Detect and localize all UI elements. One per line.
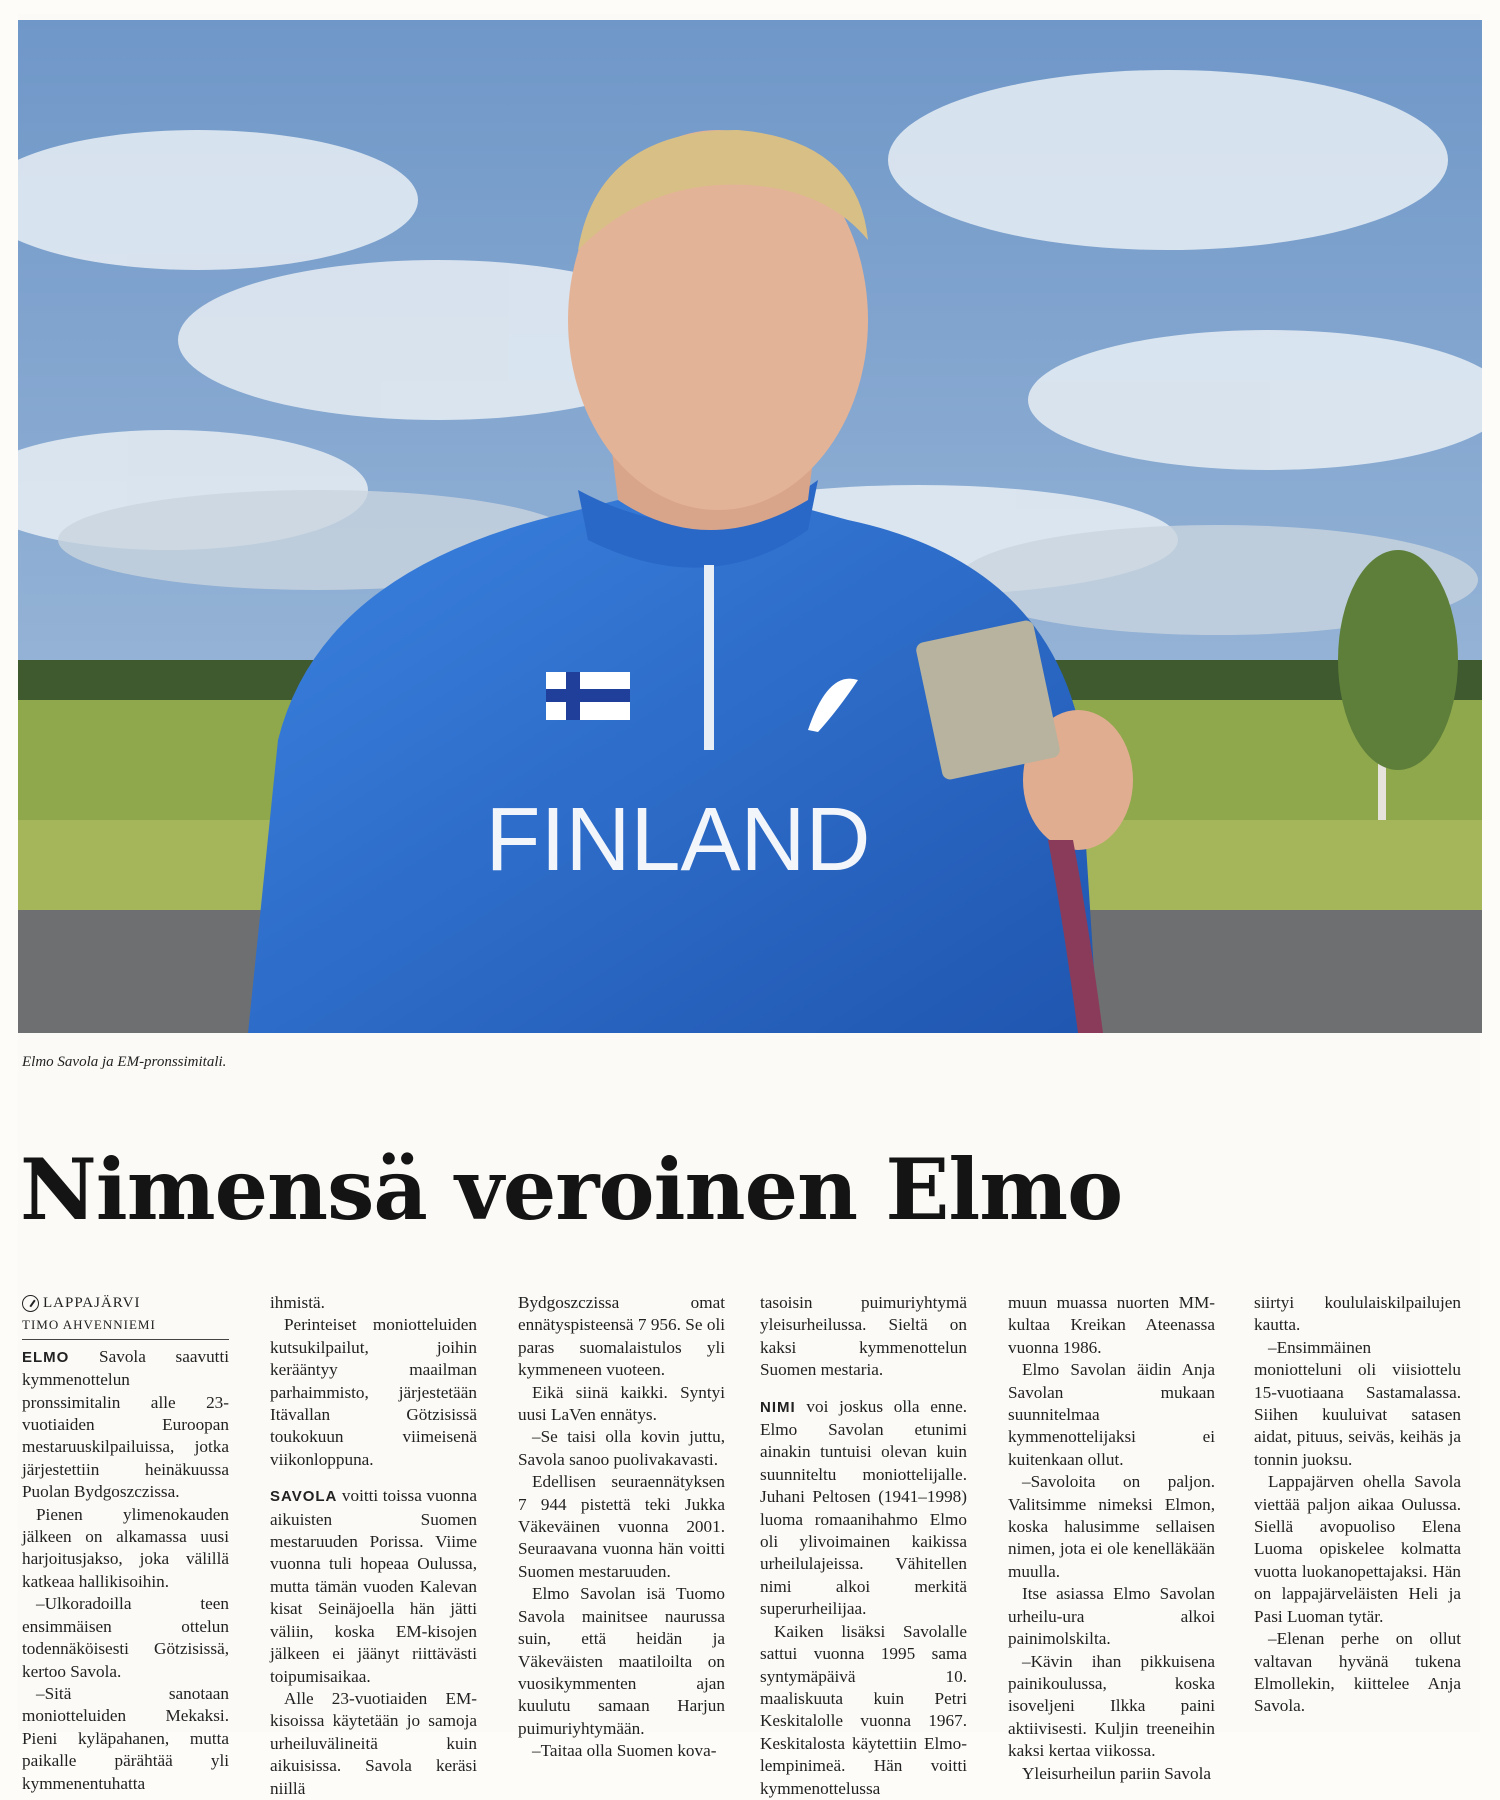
paragraph-lead: ELMO: [22, 1348, 70, 1366]
paragraph: –Savoloita on paljon. Valitsimme nimeksi Elmon, koska halusimme sellaisen nimen, jota ei ole kenelläkään muulla.: [1008, 1472, 1215, 1581]
article-column-5: [1008, 1292, 1215, 1785]
paragraph: Kaiken lisäksi Savolalle sattui vuonna 1995 sama syntymäpäivä 10. maaliskuuta kuin Petri Keskitalolle vuonna 1967. Keskitalosta käytettiin Elmo-lempinimeä. Hän voitti kymmenottelussa: [760, 1621, 967, 1798]
paragraph: voitti toissa vuonna aikuisten Suomen mestaruuden Porissa. Viime vuonna tuli hopeaa Oulussa, mutta tämän vuoden Kalevan kisat Seinäjoella hän jätti väliin, koska EM-kisojen jälkeen ei jäänyt riittävästi toipumisaikaa.: [270, 1486, 477, 1686]
paragraph: Itse asiassa Elmo Savolan urheilu-ura alkoi painimolskilta.: [1008, 1584, 1215, 1649]
paragraph: voi joskus olla enne. Elmo Savolan etunimi ainakin tuntuisi olevan kuin suunniteltu moniottelijalle. Juhani Peltosen (1941–1998) luoma romaanihahmo Elmo oli ylivoimainen kaikissa urheilulajeissa. Vähitellen nimi alkoi merkitä superurheilijaa.: [760, 1396, 967, 1619]
paragraph: Eikä siinä kaikki. Syntyi uusi LaVen ennätys.: [518, 1382, 725, 1425]
paragraph: ihmistä.: [270, 1293, 325, 1312]
paragraph: –Se taisi olla kovin juttu, Savola sanoo puolivakavasti.: [518, 1427, 725, 1469]
paragraph: Alle 23-vuotiaiden EM-kisoissa käytetään jo samoja urheiluvälineitä kuin aikuisissa. Savola keräsi niillä: [270, 1688, 477, 1798]
article-column-2: [270, 1292, 477, 1800]
paragraph: muun muassa nuorten MM-kultaa Kreikan Ateenassa vuonna 1986.: [1008, 1293, 1215, 1357]
paragraph-lead: NIMI: [760, 1398, 796, 1416]
paragraph: Edellisen seuraennätyksen 7 944 pistettä teki Jukka Väkeväinen vuonna 2001. Seuraavana vuonna hän voitti Suomen mestaruuden.: [518, 1472, 725, 1581]
paragraph: Lappajärven ohella Savola viettää paljon aikaa Oulussa. Siellä avopuoliso Elena Luoma opiskelee kolmatta vuotta luokanopettajaksi. Hän on lappajärveläisten Heli ja Pasi Luoman tytär.: [1254, 1472, 1461, 1626]
paragraph: Savola saavutti kymmenottelun pronssimitalin alle 23-vuotiaiden Euroopan mestaruuskilpailuissa, jotka järjestettiin heinäkuussa Puolan Bydgoszczissa.: [22, 1346, 229, 1502]
paragraph: Bydgoszczissa omat ennätyspisteensä 7 956. Se oli paras suomalaistulos yli kymmeneen vuoteen.: [518, 1293, 725, 1380]
paragraph: Elmo Savolan isä Tuomo Savola mainitsee naurussa suin, että heidän ja Väkeväisten maatiloilta on vuosikymmenten ajan kuulutu samaan Harjun puimuriyhtymään.: [518, 1584, 725, 1738]
paragraph: siirtyi koululaiskilpailujen kautta.: [1254, 1293, 1461, 1335]
byline-author: TIMO AHVENNIEMI: [22, 1314, 229, 1339]
paragraph-lead: SAVOLA: [270, 1488, 338, 1506]
paragraph: Elmo Savolan äidin Anja Savolan mukaan suunnitelmaa kymmenottelijaksi ei kuitenkaan ollut.: [1008, 1360, 1215, 1469]
shirt-text: FINLAND: [485, 790, 871, 890]
location-icon: [22, 1295, 39, 1312]
article-column-1: [22, 1292, 229, 1795]
byline-place: LAPPAJÄRVI: [43, 1295, 141, 1311]
article-column-6: [1254, 1292, 1461, 1718]
paragraph: Perinteiset moniotteluiden kutsukilpailut, joihin kerääntyy maailman parhaimmisto, järjestetään Itävallan Götzisissä toukokuun viimeisenä viikonloppuna.: [270, 1315, 477, 1469]
article-headline: Nimensä veroinen Elmo: [20, 1140, 1123, 1239]
photo-caption: Elmo Savola ja EM-pronssimitali.: [22, 1054, 227, 1070]
byline: [22, 1292, 229, 1340]
article-column-4: [760, 1292, 967, 1800]
article-photo: [18, 20, 1482, 1033]
article-column-3: [518, 1292, 725, 1763]
paragraph: –Elenan perhe on ollut valtavan hyvänä tukena Elmollekin, kiittelee Anja Savola.: [1254, 1629, 1461, 1716]
paragraph: –Sitä sanotaan moniotteluiden Mekaksi. Pieni kyläpahanen, mutta paikalle pärähtää yli kymmenentuhatta: [22, 1683, 229, 1793]
paragraph: Pienen ylimenokauden jälkeen on alkamassa uusi harjoitusjakso, joka välillä katkeaa hallikisoihin.: [22, 1504, 229, 1591]
paragraph: –Kävin ihan pikkuisena painikoulussa, koska isoveljeni Ilkka paini aktiivisesti. Kuljin treeneihin kaksi kertaa viikossa.: [1008, 1651, 1215, 1761]
paragraph: –Ensimmäinen moniotteluni oli viisiottelu 15-vuotiaana Sastamalassa. Siihen kuuluivat satasen aidat, pituus, seiväs, keihäs ja tonnin juoksu.: [1254, 1337, 1461, 1469]
paragraph: –Ulkoradoilla teen ensimmäisen ottelun todennäköisesti Götzisissä, kertoo Savola.: [22, 1594, 229, 1681]
paragraph: –Taitaa olla Suomen kova-: [532, 1741, 717, 1761]
paragraph: tasoisin puimuriyhtymä yleisurheilussa. Sieltä on kaksi kymmenottelun Suomen mestaria.: [760, 1293, 967, 1380]
paragraph: Yleisurheilun pariin Savola: [1022, 1763, 1212, 1783]
